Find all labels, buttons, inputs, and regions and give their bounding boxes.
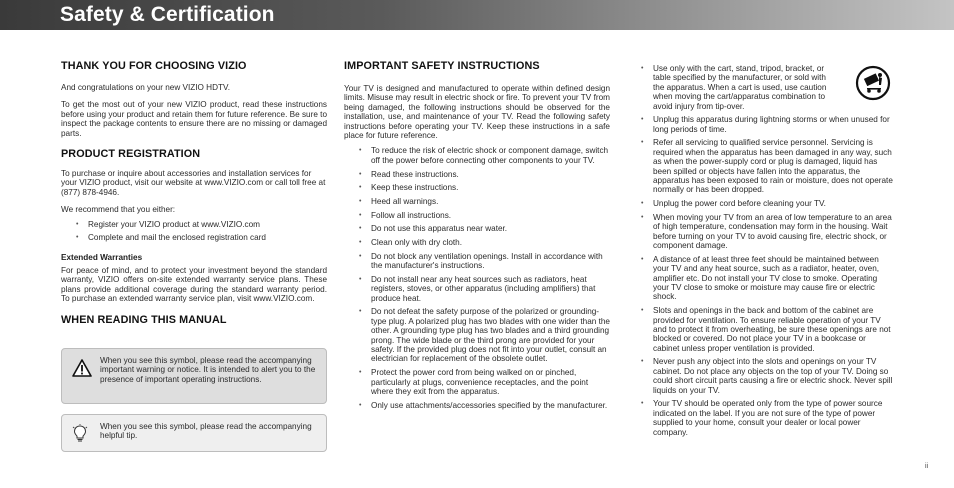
safety-instructions-list-continued (641, 64, 893, 437)
list-item: • To reduce the risk of electric shock or component damage, switch off the power before connecting other components to your TV. (344, 146, 610, 165)
list-item: • Unplug the power cord before cleaning your TV. (641, 199, 893, 208)
column-right (641, 64, 893, 441)
registration-heading: PRODUCT REGISTRATION (61, 148, 201, 161)
column-middle (344, 60, 610, 414)
safety-instructions-list (344, 146, 610, 410)
warning-triangle-icon (72, 359, 92, 382)
list-item: • Keep these instructions. (344, 183, 610, 192)
list-item: • Your TV should be operated only from the type of power source indicated on the label. If you are not sure of the type of power supplied to your home, consult your dealer or local power company. (641, 399, 893, 437)
list-item: • Never push any object into the slots and openings on your TV cabinet. Do not place any objects on the top of your TV. Doing so could short circuit parts causing a fire or electric shock. Never spill liquids on your TV. (641, 357, 893, 395)
list-item: • Complete and mail the enclosed registration card (61, 233, 327, 242)
list-item: • A distance of at least three feet should be maintained between your TV and any heat source, such as a radiator, heater, oven, amplifier etc. Do not install your TV close to smoke. Operating your TV close to smoke or moisture may cause fire or electric shock. (641, 255, 893, 302)
list-item: • Protect the power cord from being walked on or pinched, particularly at plugs, convenience receptacles, and the point where they exit from the apparatus. (344, 368, 610, 396)
page-number: ii (925, 463, 929, 470)
list-item: • Do not block any ventilation openings. Install in accordance with the manufacturer's instructions. (344, 252, 610, 271)
list-item: • Clean only with dry cloth. (344, 238, 610, 247)
registration-paragraph-1: To purchase or inquire about accessories and installation services for your VIZIO product, visit our website at www.VIZIO.com or call toll free at (877) 878-4946. (61, 169, 326, 197)
safety-intro-paragraph: Your TV is designed and manufactured to operate within defined design limits. Misuse may result in electric shock or fire. To prevent your TV from being damaged, the following instructions should be observed for the installation, use, and maintenance of your TV. Read the following safety instructions before operating your TV. Keep these instructions in a safe place for future reference. (344, 84, 610, 141)
list-item: • Do not defeat the safety purpose of the polarized or grounding-type plug. A polarized plug has two blades with one wider than the other. A grounding type plug has two blades and a third grounding prong. The wide blade or the third prong are provided for your safety. If the provided plug does not fit into your outlet, consult an electrician for replacement of the obsolete outlet. (344, 307, 610, 363)
lightbulb-icon (72, 424, 88, 449)
list-item: • Follow all instructions. (344, 211, 610, 220)
list-item: • Do not install near any heat sources such as radiators, heat registers, stoves, or other apparatus (including amplifiers) that produce heat. (344, 275, 610, 303)
thanks-paragraph-2: To get the most out of your new VIZIO product, read these instructions before using your product and retain them for future reference. Be sure to inspect the package contents to ensure there are no missing or damaged parts. (61, 100, 327, 138)
manual-heading: WHEN READING THIS MANUAL (61, 314, 227, 327)
list-item: • Register your VIZIO product at www.VIZIO.com (61, 220, 327, 229)
list-item: • Use only with the cart, stand, tripod, bracket, or table specified by the manufacturer, or sold with the apparatus. When a cart is used, use caution when moving the cart/apparatus combination to avoid injury from tip-over. (641, 64, 893, 111)
warning-notice-box (61, 348, 327, 404)
list-item: • Unplug this apparatus during lightning storms or when unused for long periods of time. (641, 115, 893, 134)
safety-instructions-heading: IMPORTANT SAFETY INSTRUCTIONS (344, 60, 540, 72)
cart-tip-over-icon (855, 65, 891, 106)
tip-notice-text: When you see this symbol, please read the accompanying helpful tip. (100, 422, 312, 441)
list-item: • When moving your TV from an area of low temperature to an area of high temperature, condensation may form in the housing. Wait before turning on your TV to avoid causing fire, electric shock, or component damage. (641, 213, 893, 251)
registration-list (61, 220, 327, 243)
list-item: • Only use attachments/accessories specified by the manufacturer. (344, 401, 610, 410)
list-item: • Do not use this apparatus near water. (344, 224, 610, 233)
list-item: • Read these instructions. (344, 170, 610, 179)
warning-notice-text: When you see this symbol, please read the accompanying important warning or notice. It is intended to alert you to the presence of important operating instructions. (100, 356, 316, 384)
page-header (0, 0, 954, 30)
registration-paragraph-2: We recommend that you either: (61, 205, 176, 215)
page-title: Safety & Certification (60, 3, 275, 26)
extended-warranties-paragraph: For peace of mind, and to protect your investment beyond the standard warranty, VIZIO offers on-site extended warranty service plans. These plans provide additional coverage during the standard warranty period. To purchase an extended warranty service plan, visit www.VIZIO.com. (61, 265, 327, 303)
extended-warranties-heading: Extended Warranties (61, 252, 143, 262)
list-item: • Slots and openings in the back and bottom of the cabinet are provided for ventilation. To ensure reliable operation of your TV and to protect it from overheating, be sure these openings are not blocked or covered. Do not place your TV in a bookcase or cabinet unless proper ventilation is provided. (641, 306, 893, 353)
list-item: • Heed all warnings. (344, 197, 610, 206)
tip-notice-box (61, 414, 327, 452)
column-left (61, 60, 327, 337)
thanks-paragraph-1: And congratulations on your new VIZIO HDTV. (61, 83, 230, 92)
list-item: • Refer all servicing to qualified service personnel. Servicing is required when the apparatus has been damaged in any way, such as when the power-supply cord or plug is damaged, liquid has been spilled or objects have fallen into the apparatus, the apparatus has been exposed to rain or moisture, does not operate normally or has been dropped. (641, 138, 893, 194)
thanks-heading: THANK YOU FOR CHOOSING VIZIO (61, 60, 247, 72)
